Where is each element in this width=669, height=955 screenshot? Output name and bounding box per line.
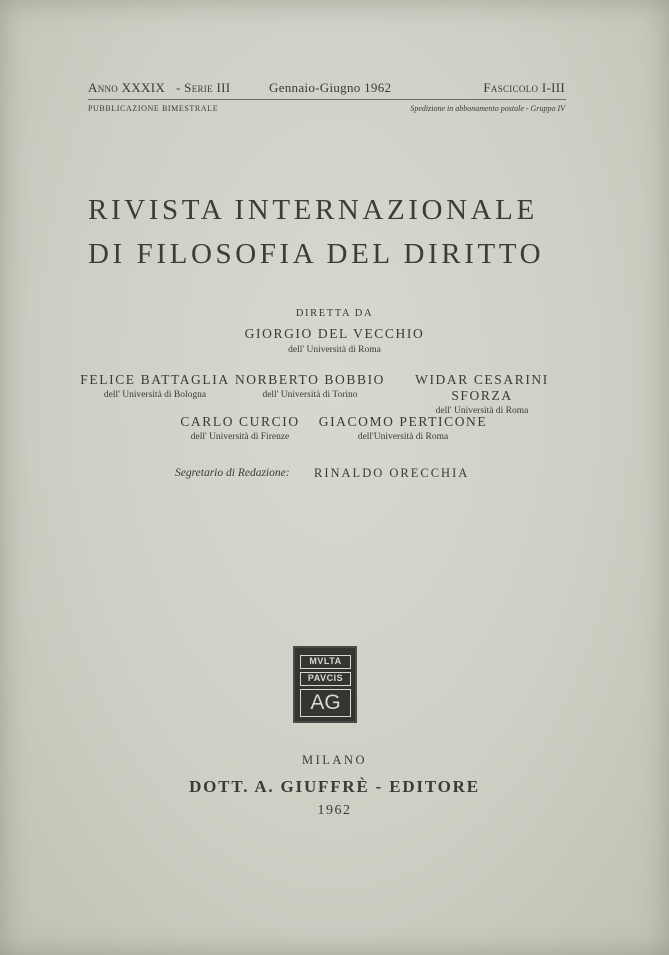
issue-number: Fascicolo I-III — [483, 80, 565, 95]
publisher-name: DOTT. A. GIUFFRÈ - EDITORE — [189, 777, 480, 796]
director-affiliation: dell' Università di Roma — [288, 345, 381, 355]
publisher-city: MILANO — [302, 753, 367, 767]
secretary-label: Segretario di Redazione: — [175, 467, 290, 479]
volume-year: Anno XXXIX — [88, 80, 166, 95]
editor-affiliation: dell' Università di Roma — [435, 406, 529, 416]
editor — [230, 372, 390, 400]
journal-title-line-2: DI FILOSOFIA DEL DIRITTO — [88, 238, 545, 270]
editor-name: WIDAR CESARINI SFORZA — [415, 372, 549, 403]
publisher-logo — [293, 646, 357, 723]
series: - Serie III — [176, 80, 231, 95]
logo-motto-line-1: MVLTA — [300, 655, 351, 669]
editor-name: NORBERTO BOBBIO — [234, 372, 386, 387]
editor-name: FELICE BATTAGLIA — [80, 372, 230, 387]
editor — [388, 372, 576, 416]
editor — [160, 414, 320, 442]
editor-name: CARLO CURCIO — [180, 414, 300, 429]
logo-motto-line-2: PAVCIS — [300, 672, 351, 686]
editor-affiliation: dell' Università di Torino — [262, 390, 358, 400]
director-name: GIORGIO DEL VECCHIO — [244, 326, 425, 341]
postal-note: Spedizione in abbonamento postale - Gruppo IV — [410, 104, 565, 113]
issue-period: Gennaio-Giugno 1962 — [269, 80, 392, 95]
editor-affiliation: dell'Università di Roma — [357, 432, 449, 442]
secretary-name: RINALDO ORECCHIA — [314, 466, 470, 480]
header-rule — [88, 99, 566, 100]
editor — [318, 414, 488, 442]
editor-affiliation: dell' Università di Bologna — [103, 390, 207, 400]
editor — [70, 372, 240, 400]
editor-affiliation: dell' Università di Firenze — [190, 432, 290, 442]
logo-initials: AG — [300, 689, 351, 717]
publication-year: 1962 — [317, 803, 352, 818]
publication-frequency: PUBBLICAZIONE BIMESTRALE — [88, 104, 219, 113]
editor-name: GIACOMO PERTICONE — [318, 414, 488, 429]
journal-title-line-1: RIVISTA INTERNAZIONALE — [88, 194, 538, 226]
directed-by-label: DIRETTA DA — [295, 308, 374, 319]
